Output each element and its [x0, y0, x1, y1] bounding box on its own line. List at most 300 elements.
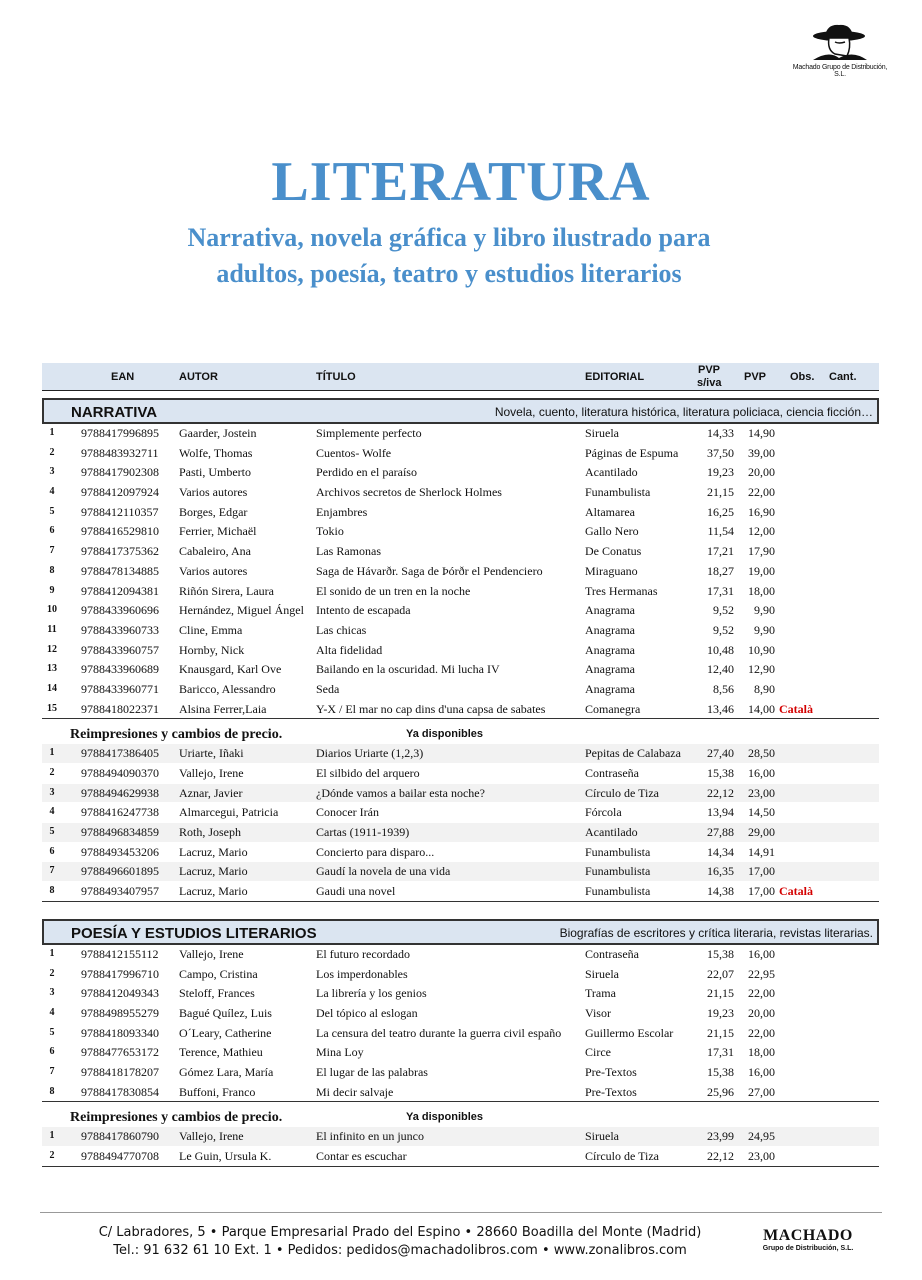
cell-editorial: Circe: [585, 1045, 611, 1060]
brand-subtitle: Grupo de Distribución, S.L.: [762, 1245, 854, 1252]
cell-p1: 13,46: [707, 701, 734, 716]
company-logo: [790, 22, 890, 78]
cell-p2: 29,00: [748, 825, 775, 840]
cell-n: 8: [49, 1085, 55, 1097]
cell-titulo: Cuentos- Wolfe: [316, 445, 392, 460]
cell-p1: 27,40: [707, 746, 734, 761]
cell-p2: 19,00: [748, 563, 775, 578]
cell-autor: Uriarte, Iñaki: [179, 746, 244, 761]
cell-p2: 28,50: [748, 746, 775, 761]
cell-n: 3: [49, 466, 55, 478]
cell-titulo: Los imperdonables: [316, 966, 408, 981]
cell-p2: 24,95: [748, 1129, 775, 1144]
cell-n: 7: [49, 545, 55, 557]
cell-p2: 16,00: [748, 1064, 775, 1079]
cell-ean: 9788433960733: [81, 622, 159, 637]
footer-address: [40, 1224, 760, 1260]
cell-ean: 9788478134885: [81, 563, 159, 578]
cell-p1: 17,31: [707, 1045, 734, 1060]
cell-p2: 14,00: [748, 701, 775, 716]
cell-ean: 9788496834859: [81, 825, 159, 840]
reprints-label: Reimpresiones y cambios de precio.: [70, 727, 283, 743]
cell-p1: 16,35: [707, 864, 734, 879]
cell-editorial: Funambulista: [585, 844, 651, 859]
cell-editorial: Guillermo Escolar: [585, 1025, 674, 1040]
cell-p1: 9,52: [713, 603, 734, 618]
cell-n: 15: [47, 702, 57, 714]
table-row: [42, 660, 879, 680]
cell-n: 3: [49, 786, 55, 798]
cell-p1: 14,34: [707, 844, 734, 859]
cell-n: 4: [49, 1006, 55, 1018]
cell-editorial: Funambulista: [585, 864, 651, 879]
cell-p2: 9,90: [754, 603, 775, 618]
cell-ean: 9788494629938: [81, 785, 159, 800]
cell-autor: Gómez Lara, María: [179, 1064, 274, 1079]
table-row: [42, 984, 879, 1004]
cell-titulo: ¿Dónde vamos a bailar esta noche?: [316, 785, 485, 800]
cell-autor: Steloff, Frances: [179, 986, 255, 1001]
cell-autor: Cabaleiro, Ana: [179, 544, 251, 559]
table-row: [42, 424, 879, 444]
cell-n: 5: [49, 1026, 55, 1038]
cell-autor: Almarcegui, Patricia: [179, 805, 279, 820]
subtitle-line-2: adultos, poesía, teatro y estudios literarios: [216, 259, 682, 288]
cell-p2: 22,00: [748, 485, 775, 500]
cell-ean: 9788412097924: [81, 485, 159, 500]
cell-titulo: El silbido del arquero: [316, 766, 420, 780]
cell-editorial: Anagrama: [585, 603, 635, 618]
cell-p1: 13,94: [707, 805, 734, 820]
cell-autor: Wolfe, Thomas: [179, 445, 253, 460]
cell-ean: 9788433960757: [81, 642, 159, 657]
cell-p2: 27,00: [748, 1084, 775, 1099]
cell-p2: 22,95: [748, 966, 775, 981]
section-spacer: [42, 902, 879, 912]
cell-editorial: Círculo de Tiza: [585, 785, 659, 800]
cell-autor: Alsina Ferrer,Laia: [179, 701, 267, 716]
cell-p1: 27,88: [707, 825, 734, 840]
cell-autor: Gaarder, Jostein: [179, 426, 257, 440]
table-row: [42, 1043, 879, 1063]
cell-p1: 23,99: [707, 1129, 734, 1144]
cell-p1: 15,38: [707, 946, 734, 961]
cell-ean: 9788493407957: [81, 884, 159, 899]
cell-autor: Lacruz, Mario: [179, 844, 248, 859]
footer-divider: [40, 1212, 882, 1213]
cell-titulo: Intento de escapada: [316, 603, 411, 618]
cell-editorial: Fórcola: [585, 805, 622, 820]
subtitle-line-1: Narrativa, novela gráfica y libro ilustrado para: [187, 223, 711, 252]
cell-p1: 14,38: [707, 884, 734, 899]
cell-ean: 9788412155112: [81, 946, 159, 961]
cell-autor: Bagué Quílez, Luis: [179, 1005, 272, 1020]
cell-ean: 9788418178207: [81, 1064, 159, 1079]
cell-ean: 9788417860790: [81, 1129, 159, 1144]
brand-name: MACHADO: [763, 1227, 853, 1244]
cell-ean: 9788416529810: [81, 524, 159, 539]
table-row: [42, 945, 879, 965]
cell-p2: 18,00: [748, 1045, 775, 1060]
cell-editorial: Acantilado: [585, 465, 638, 480]
cell-editorial: Funambulista: [585, 485, 651, 500]
cell-titulo: Concierto para disparo...: [316, 844, 435, 859]
cell-editorial: Gallo Nero: [585, 524, 639, 539]
cell-autor: Varios autores: [179, 485, 248, 500]
cell-n: 6: [49, 1046, 55, 1058]
section-spacer: [42, 1167, 879, 1177]
cell-autor: Knausgard, Karl Ove: [179, 662, 282, 677]
cell-autor: Lacruz, Mario: [179, 884, 248, 899]
section-name: NARRATIVA: [71, 404, 158, 421]
cell-n: 4: [49, 806, 55, 818]
cell-n: 2: [49, 446, 55, 458]
cell-autor: Vallejo, Irene: [179, 766, 244, 780]
cell-p1: 11,54: [707, 524, 734, 539]
reprints-header: [42, 719, 879, 744]
table-row: [42, 862, 879, 882]
cell-autor: O´Leary, Catherine: [179, 1025, 272, 1040]
cell-p2: 17,00: [748, 864, 775, 879]
reprints-label: Reimpresiones y cambios de precio.: [70, 1110, 283, 1126]
cell-titulo: Enjambres: [316, 504, 368, 519]
cell-obs: Català: [779, 884, 813, 899]
machado-hat-icon: [805, 22, 875, 62]
table-row: [42, 562, 879, 582]
cell-p1: 17,31: [707, 583, 734, 598]
cell-editorial: Tres Hermanas: [585, 583, 658, 598]
cell-p1: 16,25: [707, 504, 734, 519]
table-row: [42, 764, 879, 784]
cell-autor: Le Guin, Ursula K.: [179, 1149, 272, 1163]
cell-editorial: Siruela: [585, 426, 619, 440]
catalog-table: [42, 363, 879, 1177]
cell-titulo: Del tópico al eslogan: [316, 1005, 418, 1020]
cell-ean: 9788498955279: [81, 1005, 159, 1020]
table-row: [42, 1127, 879, 1147]
cell-p2: 17,90: [748, 544, 775, 559]
footer-line-2: Tel.: 91 632 61 10 Ext. 1 • Pedidos: pedidos@machadolibros.com • www.zonalibros.com: [113, 1243, 687, 1258]
cell-ean: 9788416247738: [81, 805, 159, 820]
cell-autor: Borges, Edgar: [179, 504, 248, 519]
cell-editorial: Siruela: [585, 966, 619, 981]
cell-ean: 9788494770708: [81, 1149, 159, 1163]
cell-p2: 17,00: [748, 884, 775, 899]
cell-ean: 9788417996710: [81, 966, 159, 981]
cell-ean: 9788494090370: [81, 766, 159, 780]
cell-n: 14: [47, 682, 57, 694]
table-row: [42, 784, 879, 804]
cell-autor: Buffoni, Franco: [179, 1084, 256, 1099]
cell-ean: 9788496601895: [81, 864, 159, 879]
cell-ean: 9788417996895: [81, 426, 159, 440]
cell-editorial: Pepitas de Calabaza: [585, 746, 681, 761]
cell-titulo: Saga de Hávarðr. Saga de Þórðr el Pendenciero: [316, 563, 543, 578]
cell-autor: Lacruz, Mario: [179, 864, 248, 879]
cell-autor: Terence, Mathieu: [179, 1045, 263, 1060]
cell-p1: 18,27: [707, 563, 734, 578]
cell-titulo: La librería y los genios: [316, 986, 427, 1001]
cell-n: 6: [49, 845, 55, 857]
cell-p1: 22,12: [707, 1149, 734, 1163]
cell-ean: 9788412049343: [81, 986, 159, 1001]
cell-p2: 12,00: [748, 524, 775, 539]
col-editorial: EDITORIAL: [585, 371, 645, 383]
cell-titulo: Diarios Uriarte (1,2,3): [316, 746, 424, 761]
table-row: [42, 522, 879, 542]
cell-p1: 14,33: [707, 426, 734, 440]
cell-titulo: Alta fidelidad: [316, 642, 383, 657]
cell-ean: 9788433960689: [81, 662, 159, 677]
cell-n: 1: [49, 747, 55, 759]
table-row: [42, 823, 879, 843]
cell-p1: 25,96: [707, 1084, 734, 1099]
cell-editorial: De Conatus: [585, 544, 642, 559]
cell-n: 2: [49, 967, 55, 979]
cell-n: 5: [49, 826, 55, 838]
cell-p2: 14,50: [748, 805, 775, 820]
table-row: [42, 843, 879, 863]
reprints-status: Ya disponibles: [406, 728, 484, 741]
cell-titulo: Perdido en el paraíso: [316, 465, 417, 480]
cell-p1: 19,23: [707, 465, 734, 480]
cell-p2: 14,91: [748, 844, 775, 859]
cell-p2: 14,90: [748, 426, 775, 440]
cell-autor: Cline, Emma: [179, 622, 243, 637]
table-row: [42, 680, 879, 700]
cell-autor: Hernández, Miguel Ángel: [179, 603, 304, 618]
cell-editorial: Páginas de Espuma: [585, 445, 679, 460]
reprints-header: [42, 1102, 879, 1127]
section-name: POESÍA Y ESTUDIOS LITERARIOS: [71, 924, 317, 942]
table-row: [42, 503, 879, 523]
cell-obs: Català: [779, 701, 813, 716]
cell-editorial: Miraguano: [585, 563, 638, 578]
section-description: Novela, cuento, literatura histórica, literatura policiaca, ciencia ficción…: [494, 405, 873, 419]
cell-p2: 22,00: [748, 1025, 775, 1040]
cell-autor: Aznar, Javier: [179, 785, 243, 800]
cell-autor: Hornby, Nick: [179, 642, 245, 657]
cell-titulo: Mi decir salvaje: [316, 1084, 394, 1099]
cell-editorial: Anagrama: [585, 622, 635, 637]
cell-editorial: Círculo de Tiza: [585, 1149, 659, 1163]
cell-editorial: Contraseña: [585, 946, 639, 961]
cell-p2: 9,90: [754, 622, 775, 637]
cell-titulo: Gaudi una novel: [316, 884, 396, 899]
table-header: [42, 363, 879, 391]
cell-n: 13: [47, 663, 57, 675]
cell-editorial: Anagrama: [585, 681, 635, 696]
cell-p2: 16,00: [748, 766, 775, 780]
reprints-status: Ya disponibles: [406, 1111, 484, 1124]
cell-titulo: Conocer Irán: [316, 805, 379, 820]
cell-titulo: Tokio: [316, 524, 344, 539]
cell-n: 10: [47, 604, 57, 616]
cell-n: 7: [49, 865, 55, 877]
cell-autor: Roth, Joseph: [179, 825, 242, 840]
cell-n: 8: [49, 564, 55, 576]
cell-p1: 12,40: [707, 662, 734, 677]
cell-editorial: Funambulista: [585, 884, 651, 899]
cell-p2: 10,90: [748, 642, 775, 657]
cell-titulo: El infinito en un junco: [316, 1129, 424, 1144]
section-description: Biografías de escritores y crítica literaria, revistas literarias.: [559, 925, 873, 940]
col-pvp-siva-1: PVP: [698, 364, 721, 376]
table-row: [42, 1004, 879, 1024]
cell-editorial: Altamarea: [585, 504, 635, 519]
cell-p1: 21,15: [707, 485, 734, 500]
cell-ean: 9788412094381: [81, 583, 159, 598]
logo-caption: Machado Grupo de Distribución, S.L.: [792, 64, 888, 78]
table-row: [42, 463, 879, 483]
cell-p1: 9,52: [713, 622, 734, 637]
cell-ean: 9788417375362: [81, 544, 159, 559]
cell-autor: Vallejo, Irene: [179, 1129, 244, 1144]
table-row: [42, 582, 879, 602]
section-header: [42, 398, 879, 424]
cell-ean: 9788418093340: [81, 1025, 159, 1040]
table-row: [42, 803, 879, 823]
cell-ean: 9788433960696: [81, 603, 159, 618]
cell-titulo: Y-X / El mar no cap dins d'una capsa de sabates: [316, 701, 546, 716]
cell-editorial: Anagrama: [585, 662, 635, 677]
cell-n: 2: [49, 1150, 55, 1161]
cell-titulo: Cartas (1911-1939): [316, 825, 410, 840]
cell-n: 1: [49, 427, 55, 438]
cell-editorial: Comanegra: [585, 701, 641, 716]
page-subtitle: [0, 220, 898, 292]
cell-autor: Baricco, Alessandro: [179, 681, 276, 696]
col-ean: EAN: [111, 371, 135, 383]
col-titulo: TÍTULO: [316, 371, 356, 383]
cell-p1: 22,07: [707, 966, 734, 981]
cell-autor: Varios autores: [179, 563, 248, 578]
cell-n: 7: [49, 1065, 55, 1077]
cell-n: 3: [49, 987, 55, 999]
cell-editorial: Pre-Textos: [585, 1064, 637, 1079]
cell-autor: Pasti, Umberto: [179, 465, 251, 480]
cell-n: 1: [49, 1130, 55, 1142]
cell-p1: 19,23: [707, 1005, 734, 1020]
cell-titulo: Seda: [316, 681, 340, 696]
cell-p1: 8,56: [713, 681, 734, 696]
table-row: [42, 542, 879, 562]
cell-n: 8: [49, 885, 55, 897]
table-row: [42, 1024, 879, 1044]
cell-p2: 23,00: [748, 1149, 775, 1163]
cell-titulo: El sonido de un tren en la noche: [316, 583, 471, 598]
cell-p1: 15,38: [707, 1064, 734, 1079]
cell-p2: 39,00: [748, 445, 775, 460]
section-header: [42, 919, 879, 945]
cell-titulo: El lugar de las palabras: [316, 1064, 428, 1079]
cell-titulo: La censura del teatro durante la guerra civil españo: [316, 1025, 562, 1040]
cell-editorial: Pre-Textos: [585, 1084, 637, 1099]
col-pvp: PVP: [744, 371, 767, 383]
cell-titulo: Bailando en la oscuridad. Mi lucha IV: [316, 662, 500, 677]
cell-n: 6: [49, 525, 55, 537]
cell-p2: 8,90: [754, 681, 775, 696]
table-row: [42, 1147, 879, 1167]
cell-p2: 16,90: [748, 504, 775, 519]
cell-autor: Ferrier, Michaël: [179, 524, 257, 539]
cell-titulo: Simplemente perfecto: [316, 426, 422, 440]
cell-editorial: Anagrama: [585, 642, 635, 657]
cell-autor: Campo, Cristina: [179, 966, 258, 981]
cell-autor: Vallejo, Irene: [179, 946, 244, 961]
cell-p2: 20,00: [748, 1005, 775, 1020]
cell-titulo: Archivos secretos de Sherlock Holmes: [316, 485, 502, 500]
cell-titulo: Las Ramonas: [316, 544, 381, 559]
cell-n: 1: [49, 947, 55, 959]
cell-editorial: Visor: [585, 1005, 611, 1020]
cell-p2: 12,90: [748, 662, 775, 677]
cell-n: 2: [49, 767, 55, 778]
table-row: [42, 483, 879, 503]
cell-ean: 9788417386405: [81, 746, 159, 761]
table-row: [42, 1083, 879, 1103]
cell-n: 12: [47, 643, 57, 655]
cell-ean: 9788483932711: [81, 445, 159, 460]
table-row: [42, 965, 879, 985]
cell-p2: 22,00: [748, 986, 775, 1001]
table-row: [42, 444, 879, 464]
cell-p2: 18,00: [748, 583, 775, 598]
col-pvp-siva-2: s/iva: [697, 377, 722, 389]
cell-editorial: Contraseña: [585, 766, 639, 780]
cell-p1: 10,48: [707, 642, 734, 657]
cell-n: 5: [49, 505, 55, 517]
cell-ean: 9788417902308: [81, 465, 159, 480]
cell-p2: 16,00: [748, 946, 775, 961]
table-row: [42, 641, 879, 661]
cell-titulo: Mina Loy: [316, 1045, 364, 1060]
table-row: [42, 1063, 879, 1083]
cell-p2: 20,00: [748, 465, 775, 480]
cell-editorial: Trama: [585, 986, 616, 1001]
cell-p1: 17,21: [707, 544, 734, 559]
cell-autor: Riñón Sirera, Laura: [179, 583, 274, 598]
cell-p1: 22,12: [707, 785, 734, 800]
cell-p1: 21,15: [707, 1025, 734, 1040]
cell-n: 9: [49, 584, 55, 596]
cell-editorial: Siruela: [585, 1129, 619, 1144]
cell-ean: 9788418022371: [81, 701, 159, 716]
table-row: [42, 601, 879, 621]
cell-ean: 9788477653172: [81, 1045, 159, 1060]
cell-p1: 15,38: [707, 766, 734, 780]
cell-editorial: Acantilado: [585, 825, 638, 840]
cell-ean: 9788493453206: [81, 844, 159, 859]
cell-ean: 9788433960771: [81, 681, 159, 696]
col-cant: Cant.: [829, 371, 857, 383]
table-row: [42, 700, 879, 720]
table-row: [42, 621, 879, 641]
cell-p1: 21,15: [707, 986, 734, 1001]
cell-p2: 23,00: [748, 785, 775, 800]
footer-line-1: C/ Labradores, 5 • Parque Empresarial Prado del Espino • 28660 Boadilla del Monte (Madrid): [98, 1225, 702, 1240]
page-title: LITERATURA: [271, 151, 651, 213]
cell-titulo: Las chicas: [316, 622, 367, 637]
cell-n: 11: [47, 623, 57, 635]
col-obs: Obs.: [790, 371, 815, 383]
col-autor: AUTOR: [179, 371, 218, 383]
footer-brand: [752, 1227, 864, 1252]
cell-titulo: Contar es escuchar: [316, 1149, 407, 1163]
cell-ean: 9788417830854: [81, 1084, 159, 1099]
cell-titulo: Gaudí la novela de una vida: [316, 864, 451, 879]
cell-ean: 9788412110357: [81, 504, 159, 519]
